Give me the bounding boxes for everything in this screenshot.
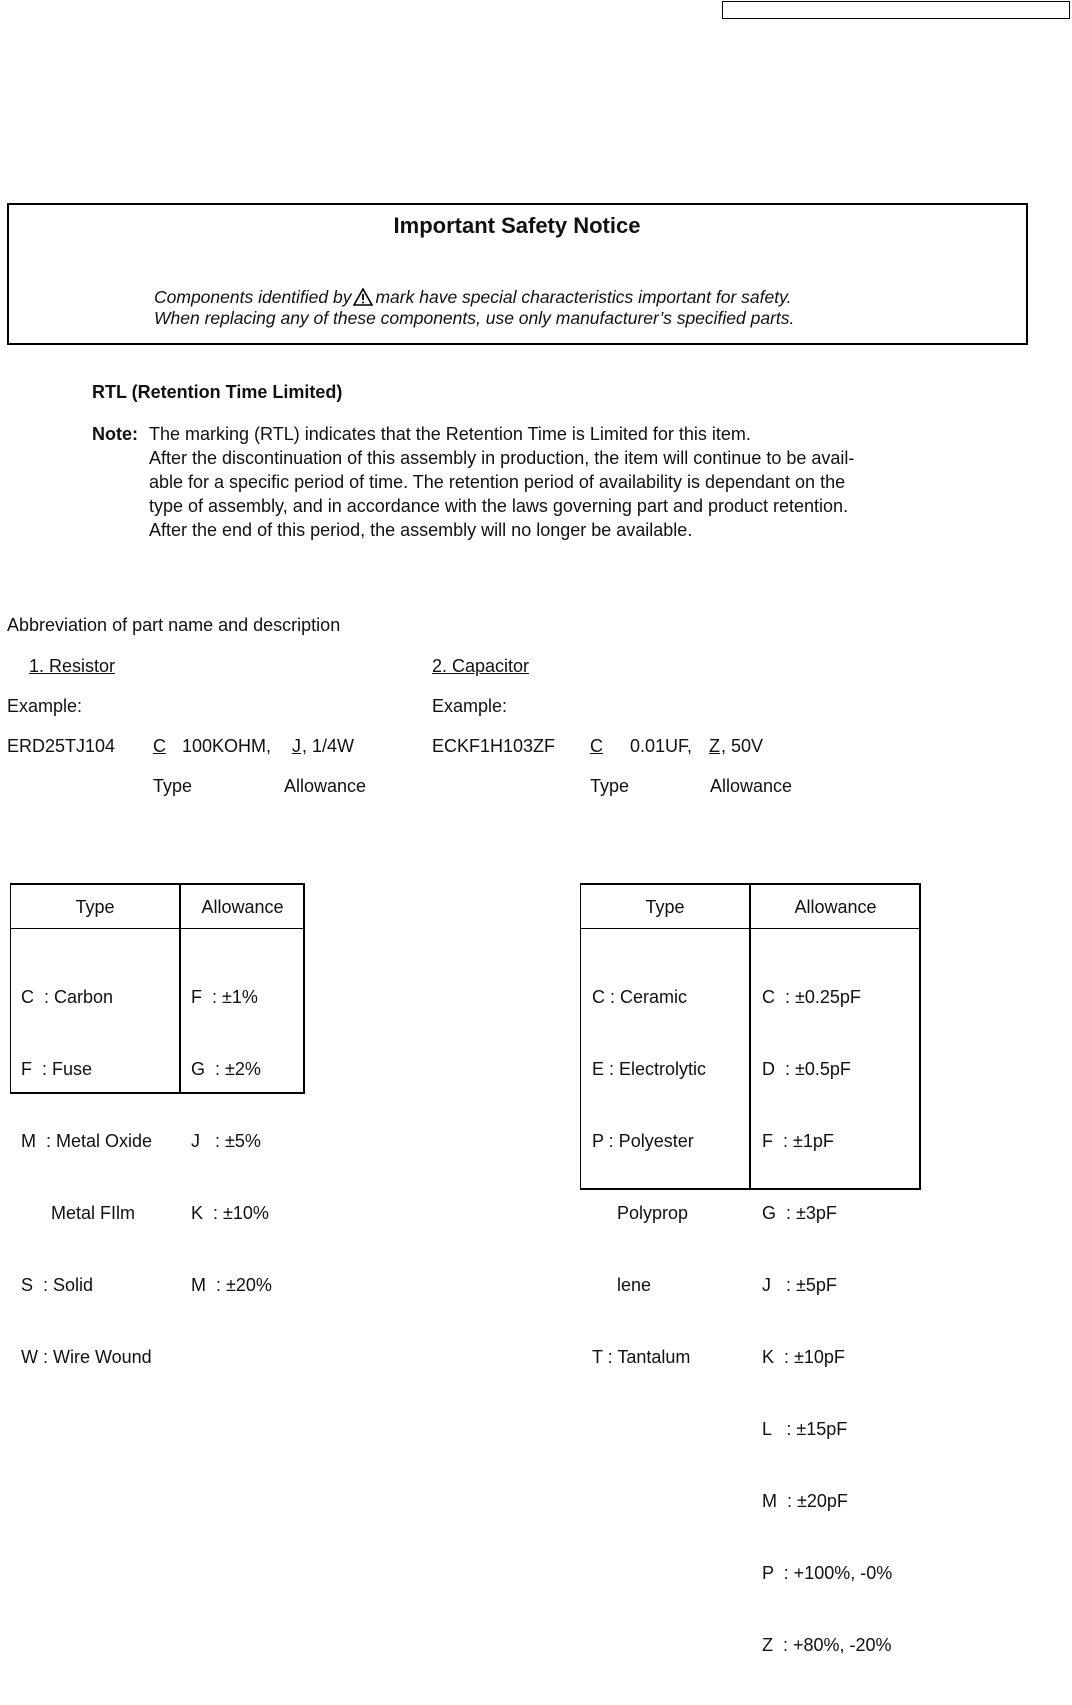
capacitor-table-allowance-header: Allowance — [794, 897, 877, 917]
list-item: S : Solid — [21, 1275, 94, 1295]
resistor-part-number: ERD25TJ104 — [7, 736, 116, 756]
safety-notice-title: Important Safety Notice — [393, 213, 641, 238]
capacitor-table — [580, 883, 921, 1655]
table-divider — [749, 885, 751, 1188]
list-item: C : Carbon — [21, 987, 114, 1007]
capacitor-example-label: Example: — [432, 696, 508, 716]
list-item: E : Electrolytic — [592, 1059, 707, 1079]
resistor-type-label: Type — [153, 776, 193, 796]
list-item: P : +100%, -0% — [762, 1563, 893, 1583]
list-item: G : ±3pF — [762, 1203, 837, 1223]
note-line: The marking (RTL) indicates that the Retention Time is Limited for this item. — [149, 424, 751, 444]
note-label: Note: — [92, 424, 138, 444]
list-item: C : ±0.25pF — [762, 987, 861, 1007]
list-item: L : ±15pF — [762, 1419, 848, 1439]
capacitor-type-code: C — [590, 736, 603, 756]
resistor-allowance-list — [191, 937, 272, 1345]
resistor-heading: 1. Resistor — [29, 656, 116, 676]
safety-notice-line-2: When replacing any of these components, use only manufacturer’s specified parts. — [154, 308, 795, 328]
list-item: M : ±20pF — [762, 1491, 848, 1511]
note-line: After the discontinuation of this assembly in production, the item will continue to be avail- — [149, 448, 855, 468]
rtl-title: RTL (Retention Time Limited) — [92, 382, 343, 402]
resistor-table-allowance-header: Allowance — [201, 897, 284, 917]
list-item: W : Wire Wound — [21, 1347, 152, 1367]
note-line: able for a specific period of time. The retention period of availability is dependant on the — [149, 472, 846, 492]
capacitor-type-list — [592, 937, 706, 1417]
capacitor-type-label: Type — [590, 776, 630, 796]
list-item: K : ±10pF — [762, 1347, 845, 1367]
list-item: Metal FIlm — [21, 1203, 136, 1223]
list-item: M : ±20% — [191, 1275, 272, 1295]
abbreviation-heading: Abbreviation of part name and description — [7, 615, 341, 635]
list-item: J : ±5pF — [762, 1275, 837, 1295]
list-item: lene — [592, 1275, 652, 1295]
list-item: F : Fuse — [21, 1059, 93, 1079]
table-divider — [11, 928, 303, 929]
capacitor-rating: , 50V — [721, 736, 764, 756]
note-line: After the end of this period, the assembly will no longer be available. — [149, 520, 693, 540]
list-item: G : ±2% — [191, 1059, 261, 1079]
resistor-allowance-label: Allowance — [284, 776, 367, 796]
capacitor-part-number: ECKF1H103ZF — [432, 736, 556, 756]
capacitor-value: 0.01UF, — [630, 736, 693, 756]
list-item: D : ±0.5pF — [762, 1059, 851, 1079]
resistor-example-label: Example: — [7, 696, 83, 716]
safety-notice-line-1: Components identified by mark have special characteristics important for safety. — [154, 287, 791, 311]
list-item: C : Ceramic — [592, 987, 688, 1007]
list-item: P : Polyester — [592, 1131, 694, 1151]
capacitor-allowance-label: Allowance — [710, 776, 793, 796]
list-item: J : ±5% — [191, 1131, 261, 1151]
list-item: F : ±1% — [191, 987, 258, 1007]
list-item: K : ±10% — [191, 1203, 269, 1223]
list-item: M : Metal Oxide — [21, 1131, 153, 1151]
capacitor-allowance-code: Z — [709, 736, 720, 756]
resistor-table — [10, 883, 305, 1367]
list-item: F : ±1pF — [762, 1131, 834, 1151]
capacitor-allowance-list — [762, 937, 892, 1705]
resistor-allowance-code: J — [292, 736, 301, 756]
list-item: T : Tantalum — [592, 1347, 691, 1367]
header-frame — [722, 1, 1070, 19]
resistor-value: 100KOHM, — [182, 736, 272, 756]
resistor-rating: , 1/4W — [302, 736, 355, 756]
resistor-type-code: C — [153, 736, 166, 756]
list-item: Z : +80%, -20% — [762, 1635, 892, 1655]
capacitor-heading: 2. Capacitor — [432, 656, 530, 676]
list-item: Polyprop — [592, 1203, 689, 1223]
resistor-type-list — [21, 937, 152, 1417]
capacitor-table-type-header: Type — [645, 897, 685, 917]
note-line: type of assembly, and in accordance with the laws governing part and product retention. — [149, 496, 849, 516]
resistor-table-type-header: Type — [75, 897, 115, 917]
